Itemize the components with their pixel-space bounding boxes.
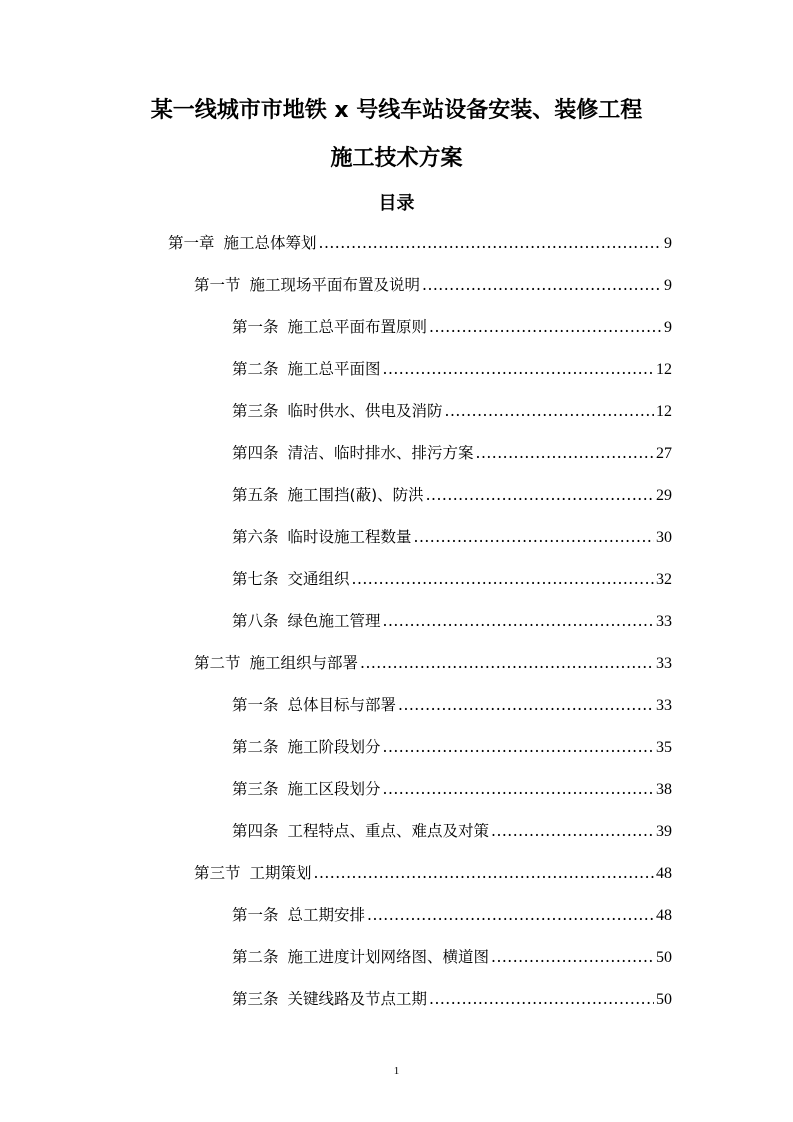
toc-entry-text: 施工围挡(蔽)、防洪 <box>287 486 424 504</box>
toc-dot-leader <box>319 229 662 257</box>
toc-dot-leader <box>383 607 654 635</box>
toc-entry-article[interactable] <box>232 775 672 803</box>
toc-entry-section[interactable] <box>194 859 672 887</box>
toc-entry-text: 交通组织 <box>287 570 350 588</box>
toc-entry-text: 工程特点、重点、难点及对策 <box>287 822 490 840</box>
toc-entry-text: 施工总平面布置原则 <box>287 318 428 336</box>
toc-entry-article[interactable] <box>232 607 672 635</box>
toc-entry-article[interactable] <box>232 439 672 467</box>
toc-entry-page: 12 <box>656 361 672 378</box>
toc-dot-leader <box>352 565 654 593</box>
toc-entry-article[interactable] <box>232 313 672 341</box>
toc-entry-page: 39 <box>656 823 672 840</box>
toc-entry-page: 29 <box>656 487 672 504</box>
toc-entry-page: 38 <box>656 781 672 798</box>
toc-entry-label: 第八条 <box>232 612 279 630</box>
toc-entry-section[interactable] <box>194 271 672 299</box>
toc-dot-leader <box>314 859 654 887</box>
toc-entry-article[interactable] <box>232 733 672 761</box>
toc-dot-leader <box>398 691 654 719</box>
toc-entry-page: 9 <box>664 235 672 252</box>
toc-entry-article[interactable] <box>232 691 672 719</box>
toc-entry-text: 施工现场平面布置及说明 <box>249 276 421 294</box>
toc-entry-page: 33 <box>656 613 672 630</box>
toc-entry-label: 第一条 <box>232 318 279 336</box>
toc-dot-leader <box>445 397 654 425</box>
toc-entry-label: 第四条 <box>232 444 279 462</box>
toc-entry-label: 第一条 <box>232 906 279 924</box>
toc-dot-leader <box>414 523 654 551</box>
toc-entry-page: 32 <box>656 571 672 588</box>
toc-entry-label: 第三条 <box>232 780 279 798</box>
toc-heading: 目录 <box>378 193 415 214</box>
toc-entry-label: 第三条 <box>232 990 279 1008</box>
toc-dot-leader <box>429 985 654 1013</box>
toc-dot-leader <box>426 481 654 509</box>
toc-entry-text: 施工区段划分 <box>287 780 381 798</box>
toc-dot-leader <box>360 649 654 677</box>
toc-entry-text: 临时供水、供电及消防 <box>287 402 443 420</box>
document-title-line2: 施工技术方案 <box>330 146 463 171</box>
toc-entry-text: 清洁、临时排水、排污方案 <box>287 444 474 462</box>
toc-entry-label: 第三条 <box>232 402 279 420</box>
toc-entry-article[interactable] <box>232 397 672 425</box>
toc-entry-page: 27 <box>656 445 672 462</box>
toc-entry-label: 第二条 <box>232 360 279 378</box>
toc-entry-text: 关键线路及节点工期 <box>287 990 428 1008</box>
toc-entry-article[interactable] <box>232 943 672 971</box>
toc-entry-label: 第一条 <box>232 696 279 714</box>
toc-entry-article[interactable] <box>232 565 672 593</box>
toc-entry-label: 第六条 <box>232 528 279 546</box>
toc-entry-article[interactable] <box>232 481 672 509</box>
toc-entry-article[interactable] <box>232 901 672 929</box>
toc-dot-leader <box>491 817 654 845</box>
toc-entry-text: 施工总体筹划 <box>223 234 317 252</box>
toc-entry-article[interactable] <box>232 817 672 845</box>
document-title-line1: 某一线城市市地铁 x 号线车站设备安装、装修工程 <box>150 98 643 123</box>
toc-entry-page: 35 <box>656 739 672 756</box>
toc-dot-leader <box>429 313 662 341</box>
toc-entry-page: 48 <box>656 907 672 924</box>
toc-entry-page: 33 <box>656 697 672 714</box>
toc-dot-leader <box>383 775 654 803</box>
toc-entry-text: 施工总平面图 <box>287 360 381 378</box>
toc-entry-label: 第七条 <box>232 570 279 588</box>
toc-entry-text: 总工期安排 <box>287 906 366 924</box>
toc-entry-text: 临时设施工程数量 <box>287 528 412 546</box>
toc-entry-label: 第二条 <box>232 948 279 966</box>
toc-entry-text: 施工组织与部署 <box>249 654 359 672</box>
toc-entry-section[interactable] <box>194 649 672 677</box>
toc-entry-text: 施工进度计划网络图、横道图 <box>287 948 490 966</box>
toc-entry-label: 第二条 <box>232 738 279 756</box>
toc-entry-page: 30 <box>656 529 672 546</box>
toc-entry-text: 工期策划 <box>249 864 312 882</box>
toc-entry-page: 9 <box>664 277 672 294</box>
toc-dot-leader <box>476 439 654 467</box>
toc-entry-label: 第三节 <box>194 864 241 882</box>
toc-entry-text: 总体目标与部署 <box>287 696 397 714</box>
toc-entry-page: 50 <box>656 991 672 1008</box>
toc-entry-page: 50 <box>656 949 672 966</box>
toc-entry-article[interactable] <box>232 355 672 383</box>
toc-entry-label: 第五条 <box>232 486 279 504</box>
toc-entry-page: 12 <box>656 403 672 420</box>
toc-entry-label: 第一节 <box>194 276 241 294</box>
toc-dot-leader <box>422 271 662 299</box>
toc-entry-label: 第一章 <box>168 234 215 252</box>
toc-entry-page: 48 <box>656 865 672 882</box>
toc-entry-page: 33 <box>656 655 672 672</box>
toc-dot-leader <box>491 943 654 971</box>
toc-entry-page: 9 <box>664 319 672 336</box>
toc-entry-label: 第二节 <box>194 654 241 672</box>
toc-entry-article[interactable] <box>232 985 672 1013</box>
page-number: 1 <box>393 1065 400 1077</box>
toc-dot-leader <box>383 355 654 383</box>
toc-entry-label: 第四条 <box>232 822 279 840</box>
toc-dot-leader <box>383 733 654 761</box>
toc-entry-chapter[interactable] <box>168 229 672 257</box>
toc-entry-text: 绿色施工管理 <box>287 612 381 630</box>
toc-entry-text: 施工阶段划分 <box>287 738 381 756</box>
toc-dot-leader <box>367 901 654 929</box>
toc-entry-article[interactable] <box>232 523 672 551</box>
